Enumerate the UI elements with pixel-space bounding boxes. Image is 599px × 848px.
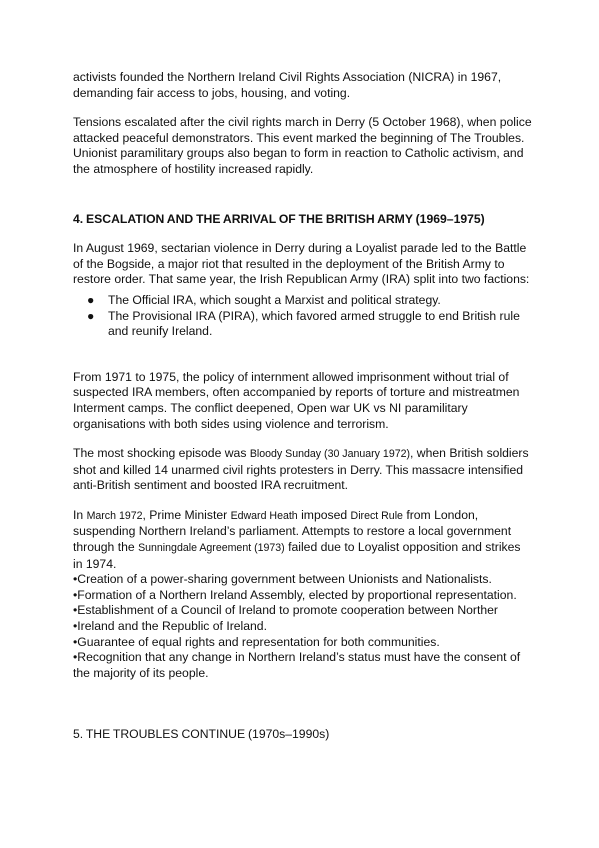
text-run-small: Edward Heath	[230, 509, 298, 522]
section-5-heading: 5. THE TROUBLES CONTINUE (1970s–1990s)	[73, 727, 330, 742]
text-run-small: Direct Rule	[350, 509, 403, 522]
list-item: •Recognition that any change in Northern Ireland’s status must have the consent of the majority of its people.	[73, 650, 521, 680]
list-item-text: The Official IRA, which sought a Marxist and political strategy.	[108, 292, 441, 307]
list-item: •Guarantee of equal rights and representation for both communities.	[73, 634, 440, 649]
text-run: , Prime Minister	[142, 507, 231, 522]
section-4-heading: 4. ESCALATION AND THE ARRIVAL OF THE BRITISH ARMY (1969–1975)	[73, 211, 485, 226]
text-run: The most shocking episode was	[73, 446, 247, 461]
list-item-text: The Provisional IRA (PIRA), which favored armed struggle to end British rule and reunify Ireland.	[108, 308, 520, 339]
list-item: •Ireland and the Republic of Ireland.	[73, 619, 267, 634]
section-4-paragraph-4	[73, 508, 533, 572]
text-run-small: Bloody Sunday (30 January 1972)	[249, 448, 411, 461]
text-run: from London, suspending Northern Ireland’s parliament. Attempts to restore a local government through the	[73, 507, 512, 555]
text-run: , when British soldiers shot and killed 14 unarmed civil rights protesters in Derry. This massacre intensified anti-British sentiment and boosted IRA recruitment.	[73, 446, 529, 493]
text-run: failed due to Loyalist opposition and strikes in 1974.	[73, 540, 521, 571]
section-4-paragraph-2: From 1971 to 1975, the policy of internment allowed imprisonment without trial of suspected IRA members, often accompanied by reports of torture and mistreatmen Interment camps. The conflict deepened, Open war UK vs NI paramilitary organisations with both sides using violence and terrorism.	[73, 369, 520, 431]
document-page	[73, 70, 533, 743]
section-4-paragraph-1: In August 1969, sectarian violence in Derry during a Loyalist parade led to the Battle of the Bogside, a major riot that resulted in the deployment of the British Army to restore order. That same year, the Irish Republican Army (IRA) split into two factions:	[73, 241, 530, 287]
intro-paragraph-1: activists founded the Northern Ireland Civil Rights Association (NICRA) in 1967, demanding fair access to jobs, housing, and voting.	[73, 70, 502, 100]
text-run-small: March 1972	[86, 509, 143, 522]
list-item: •Creation of a power-sharing government between Unionists and Nationalists.	[73, 572, 492, 587]
section-4-paragraph-3	[73, 446, 533, 494]
factions-list	[73, 293, 533, 340]
intro-paragraph-2: Tensions escalated after the civil rights march in Derry (5 October 1968), when police attacked peaceful demonstrators. This event marked the beginning of The Troubles. Unionist paramilitary groups also began to form in reaction to Catholic activism, and the atmosphere of hostility increased rapidly.	[73, 115, 532, 176]
list-item: •Establishment of a Council of Ireland to promote cooperation between Norther	[73, 603, 498, 618]
text-run: In	[73, 507, 87, 522]
text-run: imposed	[297, 507, 351, 522]
points-list	[73, 572, 533, 681]
text-run-small: Sunningdale Agreement (1973)	[138, 542, 285, 555]
bullet-icon: ●	[87, 308, 95, 323]
list-item: •Formation of a Northern Ireland Assembly, elected by proportional representation.	[73, 587, 517, 602]
bullet-icon: ●	[87, 292, 95, 307]
list-item	[73, 293, 533, 309]
list-item	[73, 309, 533, 340]
